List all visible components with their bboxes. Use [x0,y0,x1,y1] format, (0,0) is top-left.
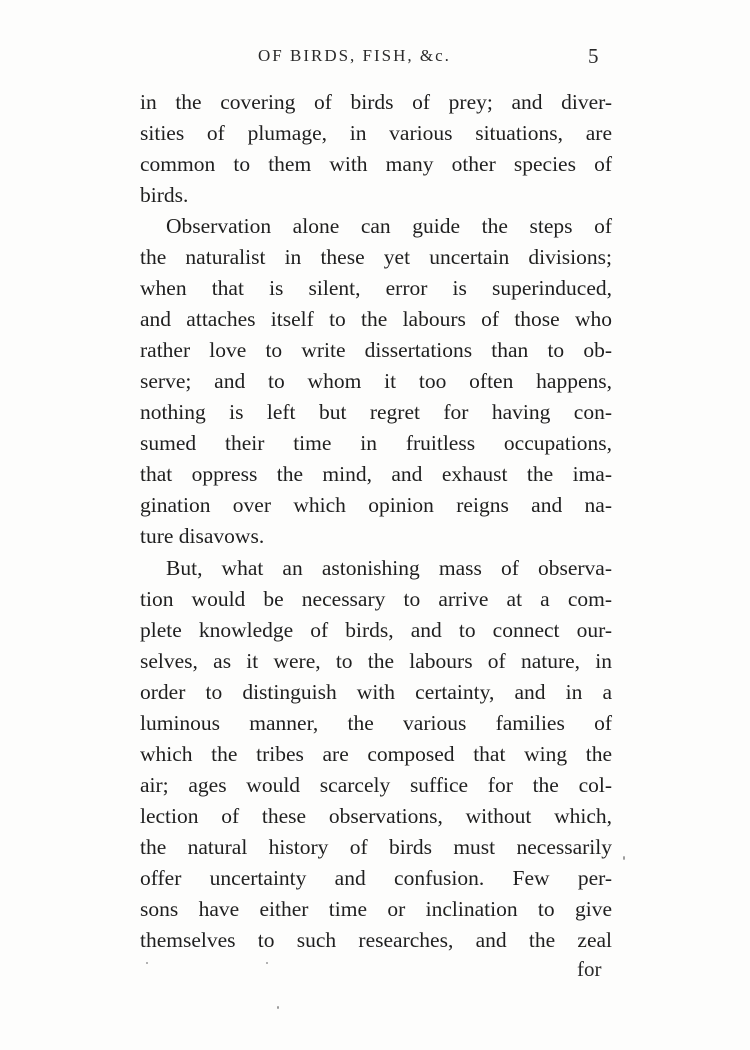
catchword: for [577,957,602,981]
text-line: the natural history of birds must necessarily [140,835,612,859]
paragraph-first-line: But, what an astonishing mass of observa- [166,556,612,580]
text-line: in the covering of birds of prey; and diver- [140,90,612,114]
paper-speck [277,1006,279,1009]
text-line: common to them with many other species of [140,152,612,176]
text-line: gination over which opinion reigns and na- [140,493,612,517]
text-line: that oppress the mind, and exhaust the ima- [140,462,612,486]
text-line: order to distinguish with certainty, and in a [140,680,612,704]
text-line: and attaches itself to the labours of those who [140,307,612,331]
text-line: themselves to such researches, and the zeal [140,928,612,952]
text-line: sons have either time or inclination to give [140,897,612,921]
page-number: 5 [588,44,599,68]
text-line: selves, as it were, to the labours of nature, in [140,649,612,673]
text-line: sities of plumage, in various situations, are [140,121,612,145]
paper-speck [266,962,268,964]
text-line: sumed their time in fruitless occupations, [140,431,612,455]
text-line: luminous manner, the various families of [140,711,612,735]
text-line: which the tribes are composed that wing the [140,742,612,766]
text-line: birds. [140,183,189,207]
text-line: rather love to write dissertations than to ob- [140,338,612,362]
paragraph-first-line: Observation alone can guide the steps of [166,214,612,238]
running-title: OF BIRDS, FISH, &c. [258,46,451,65]
text-line: tion would be necessary to arrive at a com- [140,587,612,611]
paper-speck [146,962,148,964]
text-line: air; ages would scarcely suffice for the col- [140,773,612,797]
paper-speck [623,856,625,860]
text-line: nothing is left but regret for having con- [140,400,612,424]
text-line: plete knowledge of birds, and to connect our- [140,618,612,642]
text-line: serve; and to whom it too often happens, [140,369,612,393]
text-line: the naturalist in these yet uncertain divisions; [140,245,612,269]
text-line: ture disavows. [140,524,265,548]
text-line: offer uncertainty and confusion. Few per- [140,866,612,890]
text-line: lection of these observations, without which, [140,804,612,828]
text-line: when that is silent, error is superinduced, [140,276,612,300]
